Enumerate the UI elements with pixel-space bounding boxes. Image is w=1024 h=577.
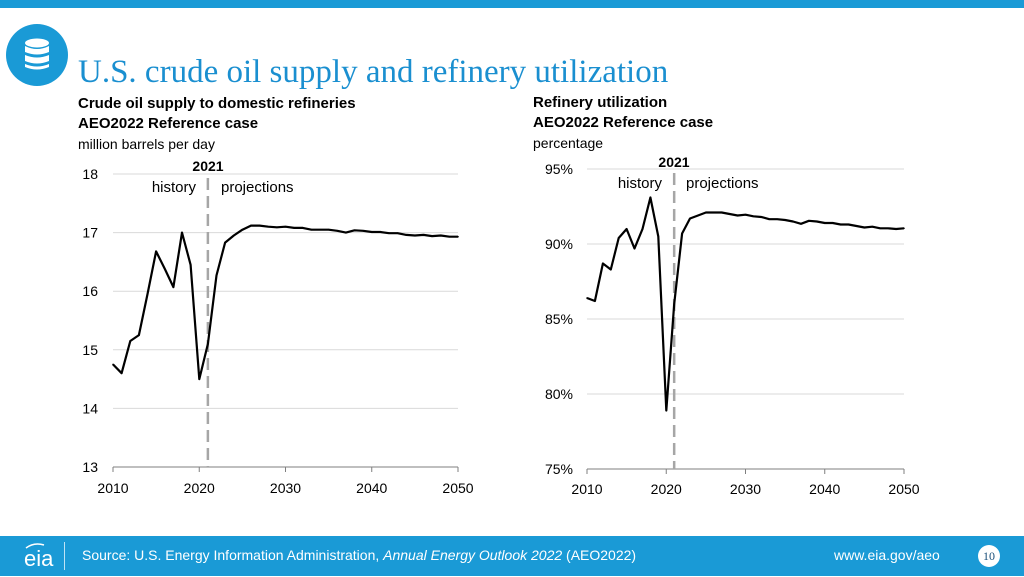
c2-data-point bbox=[887, 227, 889, 229]
c2-data-point bbox=[895, 228, 897, 230]
c1-x-tick-label: 2030 bbox=[269, 480, 302, 496]
c1-y-tick-label: 15 bbox=[82, 341, 98, 358]
c2-data-point bbox=[705, 212, 707, 214]
source-note bbox=[82, 547, 636, 563]
c2-data-point bbox=[776, 218, 778, 220]
c2-data-point bbox=[586, 297, 588, 299]
c1-divider-year-label: 2021 bbox=[192, 158, 224, 174]
c2-y-tick-label: 95% bbox=[544, 161, 573, 177]
c1-y-tick-label: 14 bbox=[82, 400, 98, 417]
c2-data-point bbox=[800, 223, 802, 225]
c2-data-point bbox=[713, 212, 715, 214]
c2-data-point bbox=[658, 236, 660, 238]
c2-data-point bbox=[626, 228, 628, 230]
c2-data-point bbox=[840, 224, 842, 226]
c2-data-point bbox=[737, 215, 739, 217]
c2-data-point bbox=[602, 263, 604, 265]
chart2-units: percentage bbox=[533, 135, 604, 151]
c2-data-point bbox=[745, 214, 747, 216]
source-prefix: Source: U.S. Energy Information Administration, bbox=[82, 547, 384, 563]
c2-data-point bbox=[681, 233, 683, 235]
c2-data-point bbox=[610, 269, 612, 271]
c2-data-point bbox=[650, 197, 652, 199]
c2-data-point bbox=[689, 218, 691, 220]
c2-data-point bbox=[879, 227, 881, 229]
c1-y-tick-label: 16 bbox=[82, 283, 98, 300]
c1-x-tick-label: 2040 bbox=[356, 480, 388, 496]
c2-data-point bbox=[816, 221, 818, 223]
website-link[interactable]: www.eia.gov/aeo bbox=[834, 547, 940, 563]
c2-data-point bbox=[729, 213, 731, 215]
c2-series-line bbox=[587, 198, 904, 411]
c2-data-point bbox=[824, 222, 826, 224]
c1-y-tick-label: 18 bbox=[82, 166, 98, 182]
c2-y-tick-label: 75% bbox=[544, 461, 573, 477]
chart1-title: Crude oil supply to domestic refineries bbox=[78, 95, 356, 112]
source-publication: Annual Energy Outlook 2022 bbox=[383, 547, 563, 563]
page-title: U.S. crude oil supply and refinery utilization bbox=[78, 54, 669, 90]
c1-projections-label: projections bbox=[221, 179, 294, 196]
c2-x-tick-label: 2020 bbox=[650, 481, 682, 497]
chart2-title: Refinery utilization bbox=[533, 94, 668, 111]
c2-data-point bbox=[642, 228, 644, 230]
c2-data-point bbox=[872, 226, 874, 228]
c2-data-point bbox=[808, 220, 810, 222]
source-suffix: (AEO2022) bbox=[562, 547, 637, 563]
eia-logo-icon bbox=[20, 540, 60, 577]
c2-projections-label: projections bbox=[686, 175, 759, 192]
c2-data-point bbox=[848, 224, 850, 226]
c2-data-point bbox=[792, 221, 794, 223]
c2-data-point bbox=[832, 222, 834, 224]
c2-data-point bbox=[673, 303, 675, 305]
c2-data-point bbox=[784, 219, 786, 221]
c2-data-point bbox=[697, 215, 699, 217]
c2-data-point bbox=[903, 227, 905, 229]
chart2-subtitle: AEO2022 Reference case bbox=[533, 114, 714, 131]
c1-x-tick-label: 2020 bbox=[183, 480, 215, 496]
c2-data-point bbox=[753, 215, 755, 217]
c2-data-point bbox=[618, 237, 620, 239]
c2-data-point bbox=[634, 248, 636, 250]
chart1-subtitle: AEO2022 Reference case bbox=[78, 115, 259, 132]
c2-data-point bbox=[864, 227, 866, 229]
c2-data-point bbox=[761, 216, 763, 218]
footer-divider bbox=[64, 542, 65, 570]
c1-x-tick-label: 2050 bbox=[442, 480, 474, 496]
chart1-units: million barrels per day bbox=[78, 136, 215, 152]
c1-y-tick-label: 13 bbox=[82, 459, 98, 475]
c1-history-label: history bbox=[151, 179, 196, 196]
c2-x-tick-label: 2040 bbox=[809, 481, 841, 497]
c2-data-point bbox=[594, 300, 596, 302]
page-number: 10 bbox=[978, 545, 1000, 567]
c2-data-point bbox=[768, 218, 770, 220]
c2-data-point bbox=[721, 212, 723, 214]
c1-y-tick-label: 17 bbox=[82, 224, 98, 241]
c1-x-tick-label: 2010 bbox=[97, 480, 129, 496]
c2-data-point bbox=[665, 410, 667, 412]
c2-x-tick-label: 2010 bbox=[571, 481, 603, 497]
c2-y-tick-label: 90% bbox=[544, 236, 573, 252]
c2-history-label: history bbox=[617, 175, 662, 192]
c2-data-point bbox=[856, 225, 858, 227]
c2-divider-year-label: 2021 bbox=[658, 154, 690, 170]
eia-logo-text: eia bbox=[24, 546, 54, 571]
c2-y-tick-label: 85% bbox=[544, 311, 573, 327]
footer-bar bbox=[0, 536, 1024, 576]
c2-x-tick-label: 2050 bbox=[888, 481, 920, 497]
c2-x-tick-label: 2030 bbox=[729, 481, 762, 497]
c2-y-tick-label: 80% bbox=[544, 386, 573, 402]
